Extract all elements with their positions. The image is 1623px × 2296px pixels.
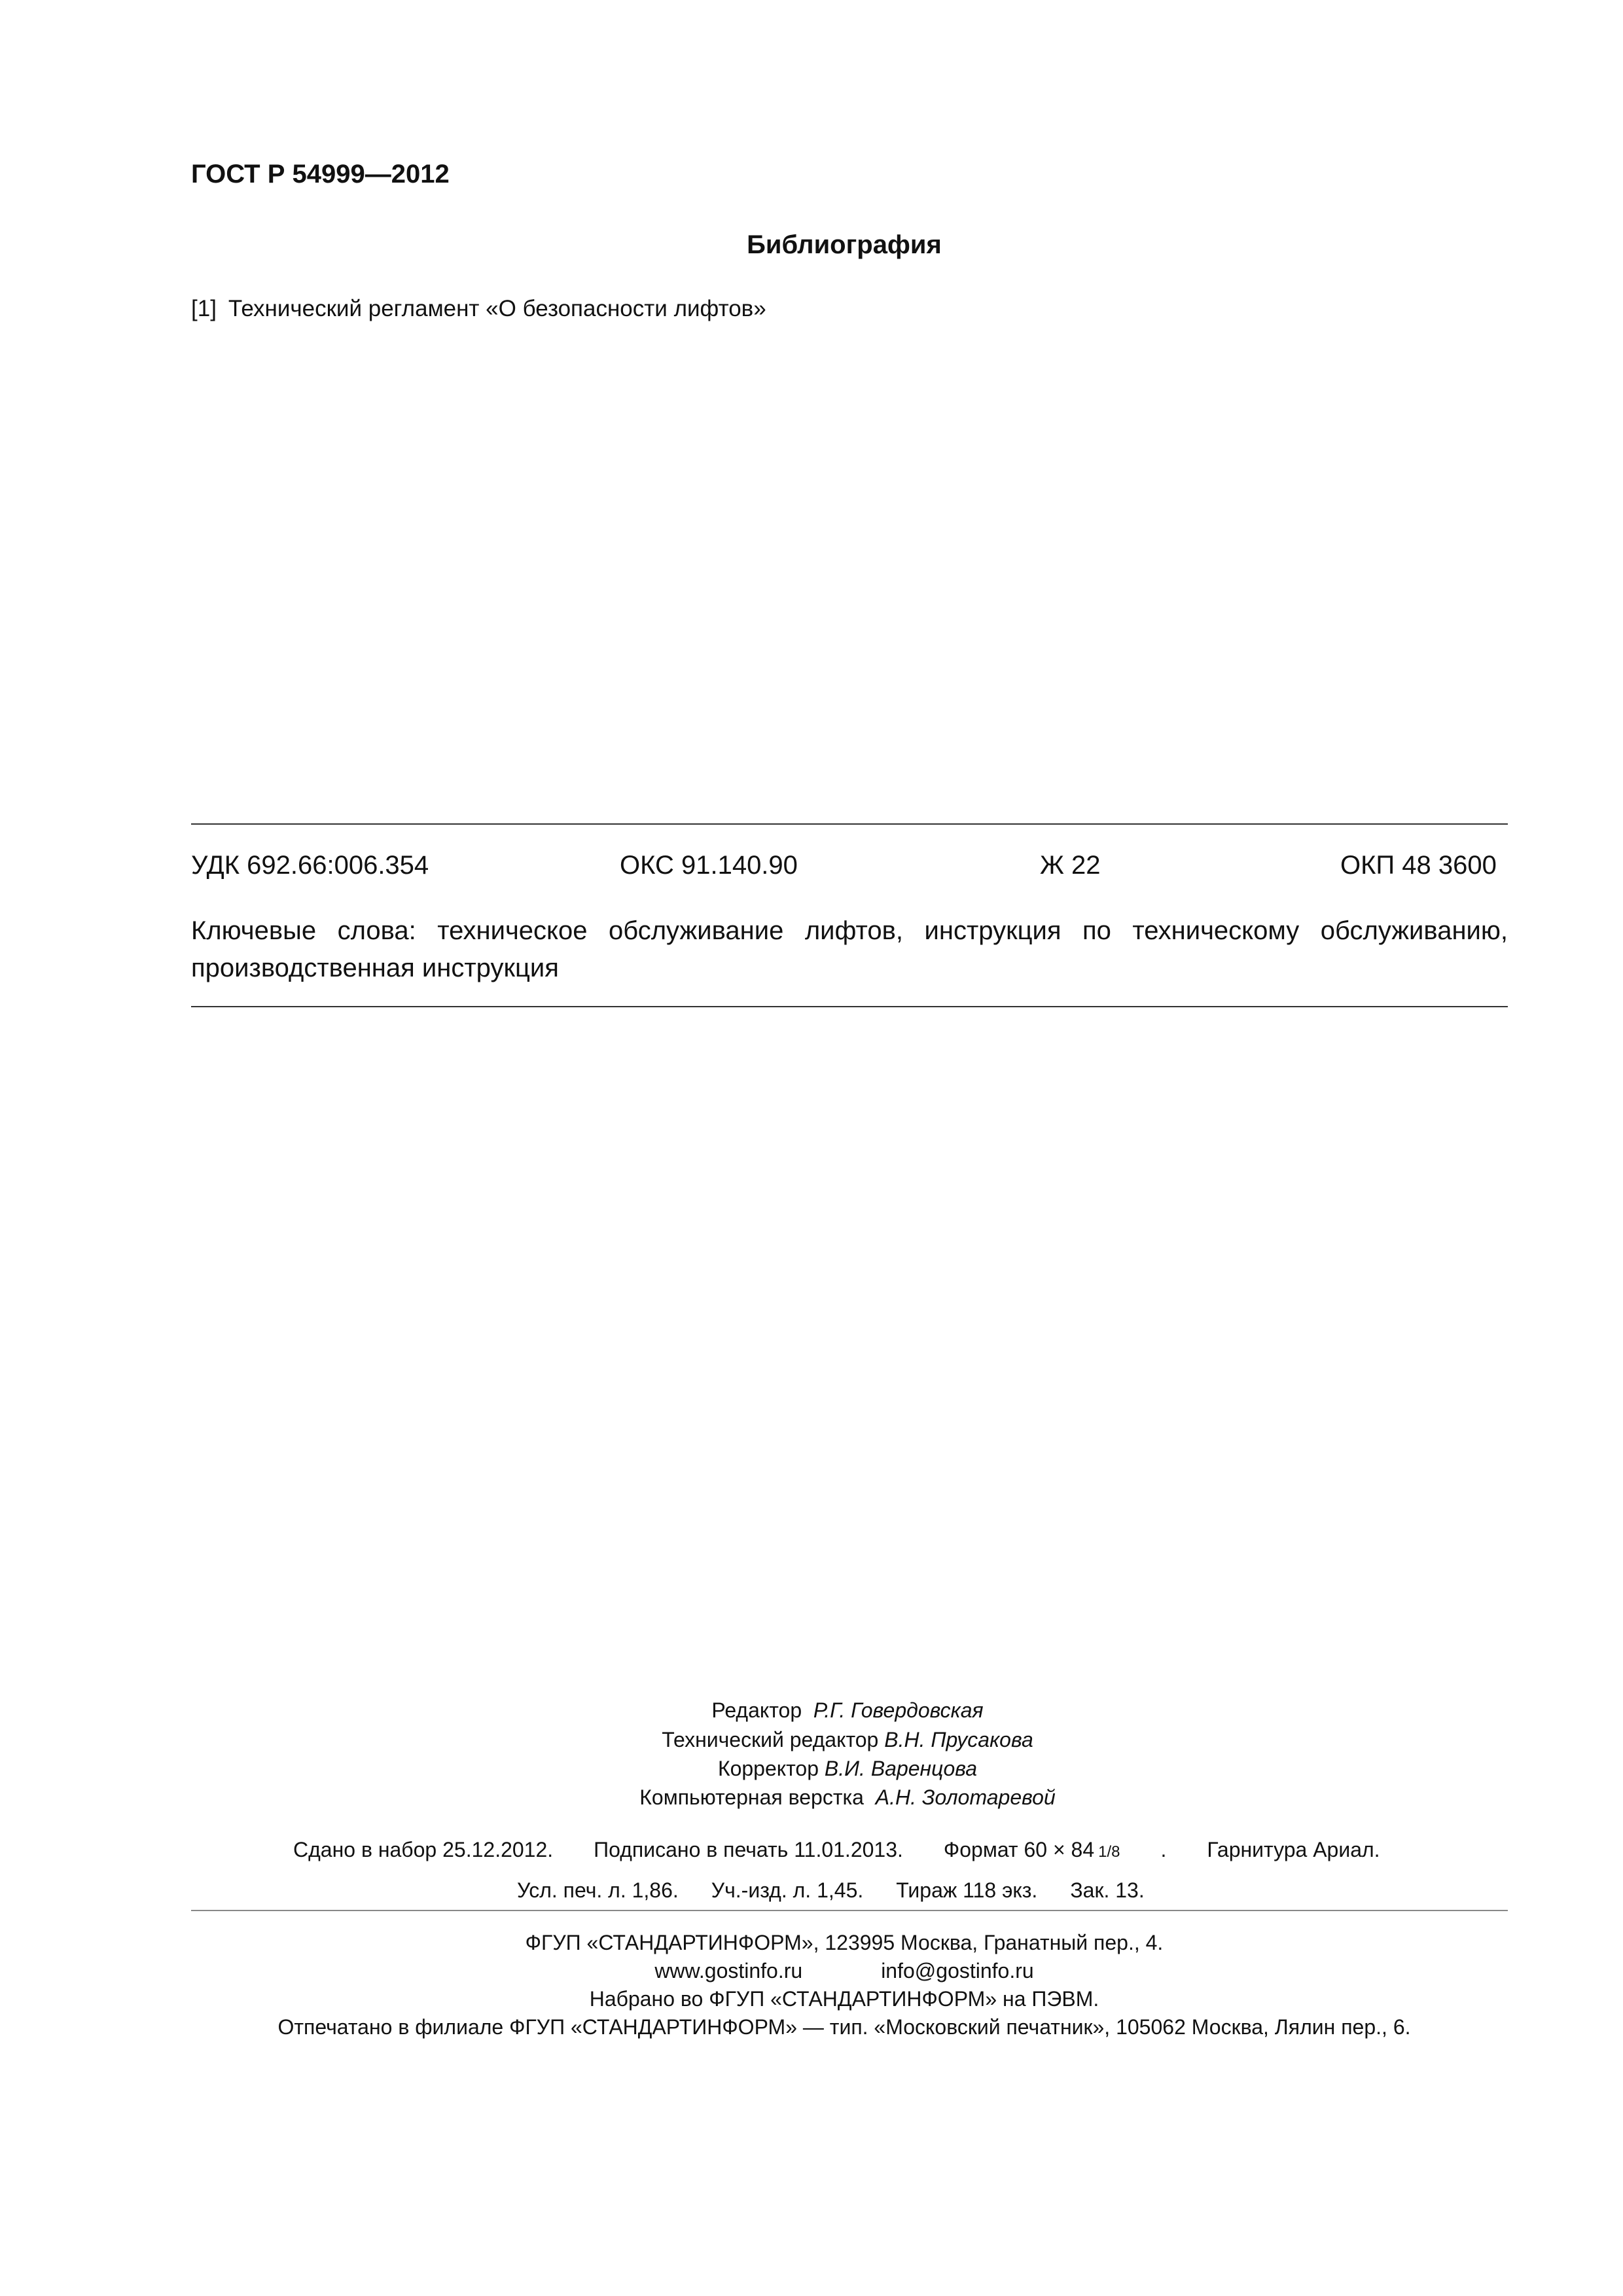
keywords: Ключевые слова: техническое обслуживание лифтов, инструкция по техническому обслуживанию, производственная инструкция bbox=[191, 916, 1508, 982]
credit-name: В.И. Варенцова bbox=[824, 1757, 978, 1780]
credit-tech-editor bbox=[0, 1728, 1623, 1752]
bibliography-item-text: Технический регламент «О безопасности лифтов» bbox=[228, 296, 766, 321]
publisher-contacts bbox=[0, 1959, 1623, 1983]
submitted-date: Сдано в набор 25.12.2012. bbox=[293, 1838, 554, 1861]
credit-name: Р.Г. Говердовская bbox=[813, 1698, 984, 1722]
format-size: Формат 60 × 84 bbox=[943, 1838, 1095, 1861]
printing-info-line1 bbox=[293, 1838, 1421, 1862]
typeset-note: Набрано во ФГУП «СТАНДАРТИНФОРМ» на ПЭВМ. bbox=[589, 1987, 1099, 2011]
publisher-website: www.gostinfo.ru bbox=[654, 1959, 803, 1982]
print-sheets: Усл. печ. л. 1,86. bbox=[517, 1878, 679, 1902]
publisher-address: ФГУП «СТАНДАРТИНФОРМ», 123995 Москва, Гранатный пер., 4. bbox=[525, 1931, 1164, 1954]
circulation: Тираж 118 экз. bbox=[896, 1878, 1038, 1902]
okp-code: ОКП 48 3600 bbox=[1340, 851, 1497, 880]
credit-role: Редактор bbox=[711, 1698, 802, 1722]
oks-code: ОКС 91.140.90 bbox=[620, 851, 798, 880]
order-number: Зак. 13. bbox=[1070, 1878, 1145, 1902]
credit-layout bbox=[0, 1785, 1623, 1810]
credit-role: Корректор bbox=[717, 1757, 819, 1780]
bibliography-item-number: [1] bbox=[191, 296, 217, 321]
printed-note: Отпечатано в филиале ФГУП «СТАНДАРТИНФОРМ» — тип. «Московский печатник», 105062 Москва, Лялин пер., 6. bbox=[277, 2015, 1411, 2039]
credit-editor bbox=[0, 1698, 1623, 1723]
publication-sheets: Уч.-изд. л. 1,45. bbox=[711, 1878, 864, 1902]
format: Формат 60 × 84 1/8 . bbox=[943, 1838, 1167, 1861]
bibliography-title: Библиография bbox=[747, 230, 942, 259]
format-fraction: 1/8 bbox=[1098, 1843, 1120, 1861]
divider-top bbox=[191, 823, 1508, 825]
credit-role: Компьютерная верстка bbox=[639, 1785, 864, 1809]
credit-name: А.Н. Золотаревой bbox=[875, 1785, 1056, 1809]
group-code: Ж 22 bbox=[1040, 851, 1101, 880]
typeface: Гарнитура Ариал. bbox=[1207, 1838, 1380, 1861]
bibliography-item bbox=[191, 296, 766, 322]
divider-publisher bbox=[191, 1910, 1508, 1911]
credit-proofreader bbox=[0, 1757, 1623, 1781]
credit-name: В.Н. Прусакова bbox=[884, 1728, 1033, 1751]
divider-keywords bbox=[191, 1006, 1508, 1007]
printing-info-line2 bbox=[517, 1878, 1177, 1903]
credit-role: Технический редактор bbox=[662, 1728, 879, 1751]
udk-code: УДК 692.66:006.354 bbox=[191, 851, 429, 880]
signed-date: Подписано в печать 11.01.2013. bbox=[594, 1838, 903, 1861]
classification-row bbox=[191, 851, 1508, 884]
document-code: ГОСТ Р 54999—2012 bbox=[191, 160, 450, 188]
publisher-email: info@gostinfo.ru bbox=[881, 1959, 1034, 1982]
